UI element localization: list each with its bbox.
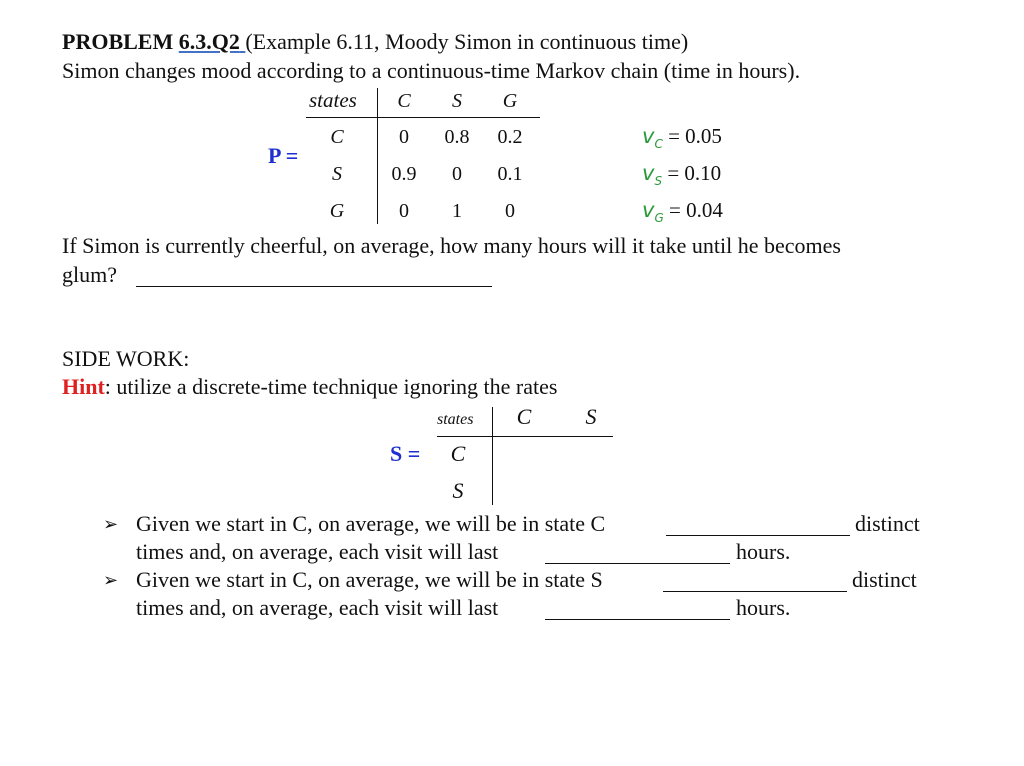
arrow-bullet-icon: ➢ (103, 514, 119, 535)
matrix-p-cell: 1 (452, 200, 462, 222)
rate-g: $v_G = 0.04$ (642, 198, 723, 226)
matrix-p-col-header: S (452, 90, 462, 112)
problem-label: PROBLEM (62, 29, 174, 54)
matrix-s-row-state: C (450, 441, 466, 466)
bullet-1-hours: hours. (736, 539, 791, 564)
matrix-p-corner: states (309, 88, 357, 112)
matrix-p-cell: 0.9 (391, 163, 417, 185)
bullet-2-duration-blank[interactable] (545, 601, 730, 620)
bullet-1-distinct: distinct (855, 511, 920, 536)
hint-line (62, 374, 557, 400)
bullet-2-line-1: Given we start in C, on average, we will be in state S (136, 567, 603, 592)
matrix-s-corner: states (437, 411, 474, 428)
matrix-p-cell: 0.8 (444, 126, 470, 148)
question-line-2: glum? (62, 262, 117, 287)
question-line-1: If Simon is currently cheerful, on average, how many hours will it take until he becomes (62, 233, 841, 258)
matrix-p-label: P = (268, 143, 299, 168)
rate-s: $v_S = 0.10$ (642, 161, 722, 189)
matrix-p-header-rule (306, 117, 540, 118)
matrix-p-col-header: C (397, 90, 411, 112)
matrix-p-col-header: G (502, 90, 518, 112)
bullet-2-hours: hours. (736, 595, 791, 620)
bullet-2-distinct: distinct (852, 567, 917, 592)
bullet-2-line-2: times and, on average, each visit will last (136, 595, 499, 620)
bullet-1-line-2: times and, on average, each visit will last (136, 539, 499, 564)
matrix-p-cell: 0 (452, 163, 462, 185)
matrix-p-cell: 0 (505, 200, 515, 222)
matrix-s-header-rule (437, 436, 613, 437)
bullet-1-line-1: Given we start in C, on average, we will be in state C (136, 511, 606, 536)
hint-text: : utilize a discrete-time technique ignoring the rates (104, 374, 558, 399)
side-work-title: SIDE WORK: (62, 346, 190, 371)
rate-c: $v_C = 0.05$ (642, 124, 722, 152)
matrix-p-row-state: C (330, 126, 344, 148)
matrix-s-col-header: S (585, 404, 597, 429)
matrix-s-row-state: S (452, 478, 464, 503)
matrix-p-row-state: G (329, 200, 345, 222)
hint-label: Hint (62, 374, 105, 399)
matrix-p-cell: 0.1 (497, 163, 523, 185)
bullet-1-count-blank[interactable] (666, 517, 850, 536)
problem-header (62, 29, 688, 55)
arrow-bullet-icon: ➢ (103, 570, 119, 591)
answer-blank[interactable] (136, 268, 492, 287)
matrix-p-row-state: S (332, 163, 342, 185)
problem-reference: (Example 6.11, Moody Simon in continuous time) (245, 29, 689, 54)
matrix-s-col-header: C (516, 404, 532, 429)
matrix-p-cell: 0 (399, 126, 409, 148)
bullet-2-count-blank[interactable] (663, 573, 847, 592)
matrix-s-divider (492, 407, 493, 505)
matrix-s-label: S = (390, 441, 421, 466)
problem-intro: Simon changes mood according to a continuous-time Markov chain (time in hours). (62, 58, 801, 83)
matrix-p-cell: 0 (399, 200, 409, 222)
problem-id: 6.3.Q2 (178, 29, 240, 54)
bullet-1-duration-blank[interactable] (545, 545, 730, 564)
matrix-p-cell: 0.2 (497, 126, 523, 148)
